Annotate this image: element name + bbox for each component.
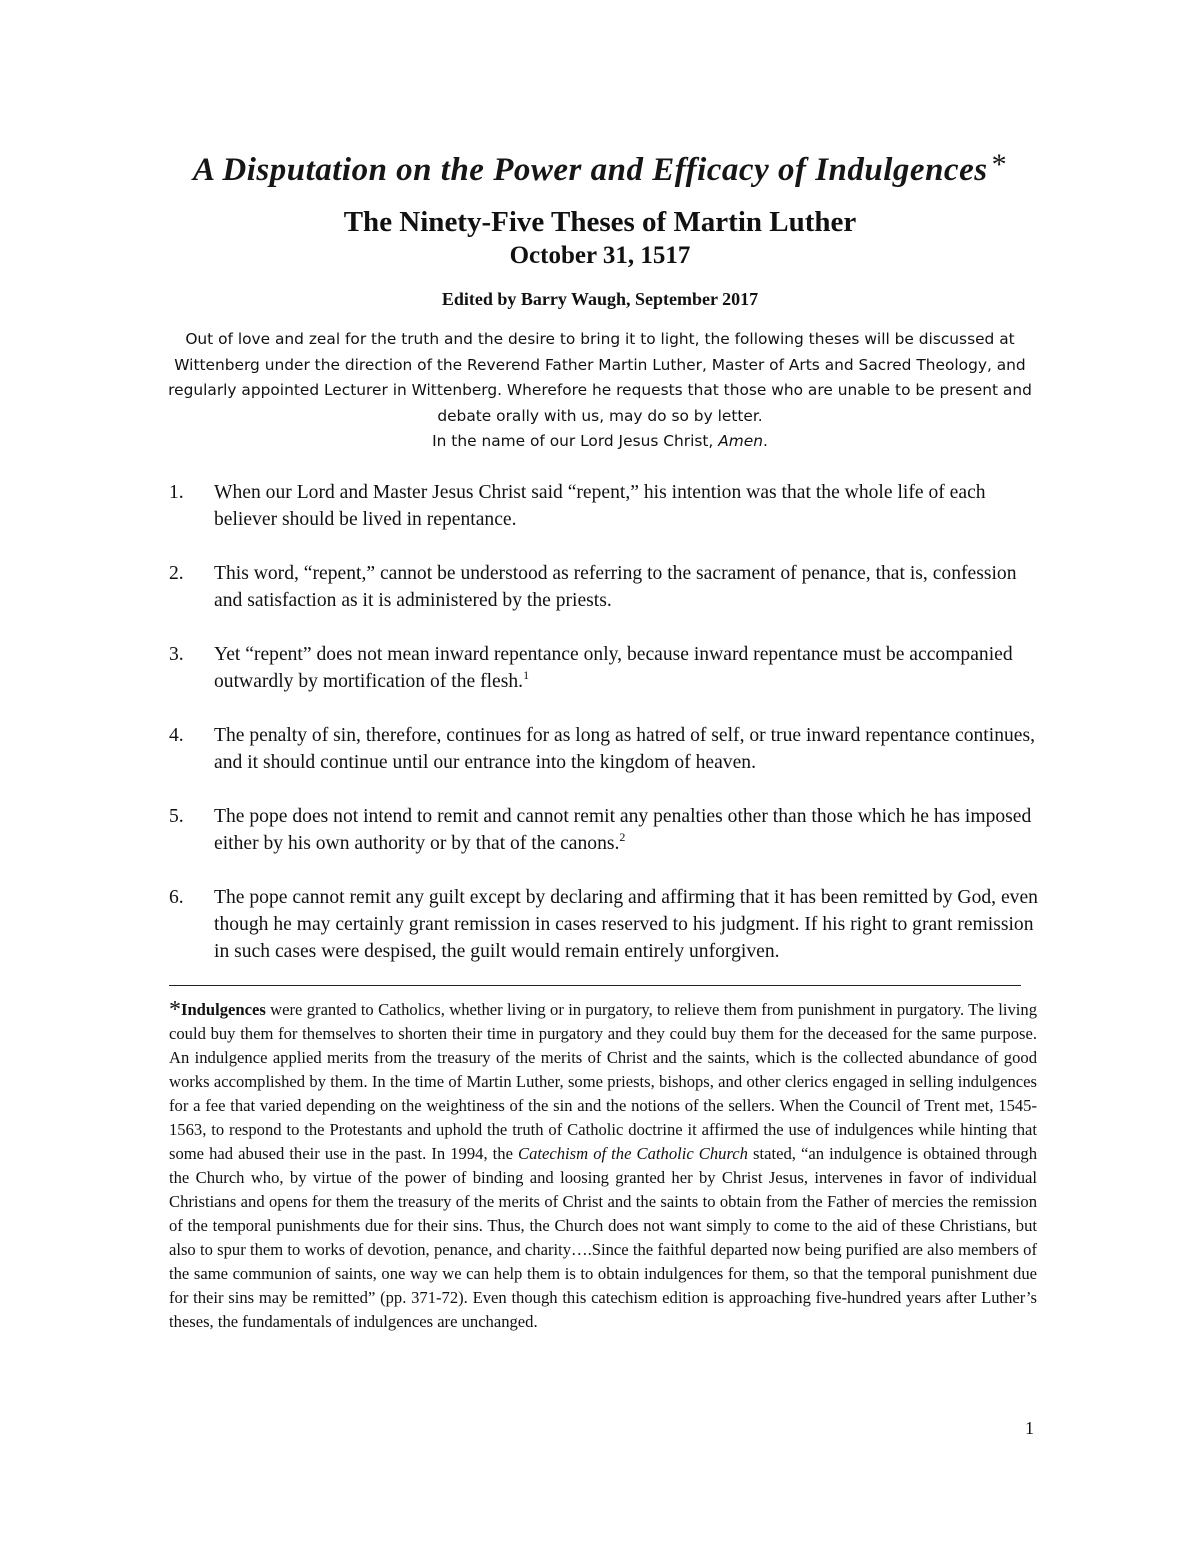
document-subtitle: The Ninety-Five Theses of Martin Luther [343,206,857,238]
footnote-text-part-1: were granted to Catholics, whether living or in purgatory, to relieve them from punishment in purgatory. The living could buy them for themselves to shorten their time in purgatory and they could buy them for the deceased for the same purpose. An indulgence applied merits from the treasury of the merits of Christ and the saints, which is the collected abundance of good works accomplished by them. In the time of Martin Luther, some priests, bishops, and other clerics engaged in selling indulgences for a fee that varied depending on the weightiness of the sin and the notions of the sellers. When the Council of Trent met, 1545-1563, to respond to the Protestants and uphold the truth of Catholic doctrine it affirmed the use of indulgences while hinting that some had abused their use in the past. In 1994, the [169,1000,1037,1163]
editor-line: Edited by Barry Waugh, September 2017 [441,289,759,309]
thesis-number: 5. [169,806,184,827]
footnote-term: Indulgences [181,1000,266,1019]
footnote-reference: 2 [619,830,626,844]
thesis-text: The pope does not intend to remit and cannot remit any penalties other than those which he has imposed either by his own authority or by that of the canons. [214,806,1032,854]
document-title [0,148,1200,189]
thesis-item [169,479,1049,533]
intro-invocation [160,429,1040,455]
thesis-number: 6. [169,887,184,908]
thesis-text: Yet “repent” does not mean inward repentance only, because inward repentance must be accompanied outwardly by mortification of the flesh. [214,644,1013,692]
invocation-period: . [762,432,768,450]
page-number: 1 [1025,1418,1034,1438]
thesis-number: 2. [169,563,184,584]
thesis-item [169,641,1049,695]
invocation-text: In the name of our Lord Jesus Christ, [432,432,714,450]
invocation-amen: Amen [718,432,763,450]
thesis-text: When our Lord and Master Jesus Christ said “repent,” his intention was that the whole life of each believer should be lived in repentance. [214,482,986,530]
document-date: October 31, 1517 [509,242,691,269]
title-text: A Disputation on the Power and Efficacy of Indulgences [192,152,988,188]
footnote [169,998,1037,1334]
footnote-reference: 1 [523,668,530,682]
thesis-text: The pope cannot remit any guilt except by declaring and affirming that it has been remitted by God, even though he may certainly grant remission in cases reserved to his judgment. If his right to grant remission in such cases were despised, the guilt would remain entirely unforgiven. [214,887,1038,962]
thesis-number: 3. [169,644,184,665]
thesis-item [169,884,1049,965]
intro-text: Out of love and zeal for the truth and the desire to bring it to light, the following theses will be discussed at Wittenberg under the direction of the Reverend Father Martin Luther, Master of Arts and Sacred Theology, and regularly appointed Lecturer in Wittenberg. Wherefore he requests that those who are unable to be present and debate orally with us, may do so by letter. [168,330,1032,425]
thesis-item [169,722,1049,776]
footnote-marker: * [169,997,181,1023]
theses-list [169,479,1049,992]
thesis-text: This word, “repent,” cannot be understood as referring to the sacrament of penance, that is, confession and satisfaction as it is administered by the priests. [214,563,1017,611]
thesis-number: 1. [169,482,184,503]
thesis-item [169,560,1049,614]
footnote-separator [169,985,1021,986]
footnote-book-title: Catechism of the Catholic Church [518,1144,748,1163]
thesis-text: The penalty of sin, therefore, continues for as long as hatred of self, or true inward repentance continues, and it should continue until our entrance into the kingdom of heaven. [214,725,1036,773]
title-footnote-marker: * [991,148,1008,181]
thesis-number: 4. [169,725,184,746]
intro-paragraph [160,327,1040,455]
thesis-item [169,803,1049,857]
footnote-text-part-2: stated, “an indulgence is obtained through the Church who, by virtue of the power of binding and loosing granted her by Christ Jesus, intervenes in favor of individual Christians and opens for them the treasury of the merits of Christ and the saints to obtain from the Father of mercies the remission of the temporal punishments due for their sins. Thus, the Church does not want simply to come to the aid of these Christians, but also to spur them to works of devotion, penance, and charity….Since the faithful departed now being purified are also members of the same communion of saints, one way we can help them is to obtain indulgences for them, so that the temporal punishment due for their sins may be remitted” (pp. 371-72). Even though this catechism edition is approaching five-hundred years after Luther’s theses, the fundamentals of indulgences are unchanged. [169,1144,1037,1331]
